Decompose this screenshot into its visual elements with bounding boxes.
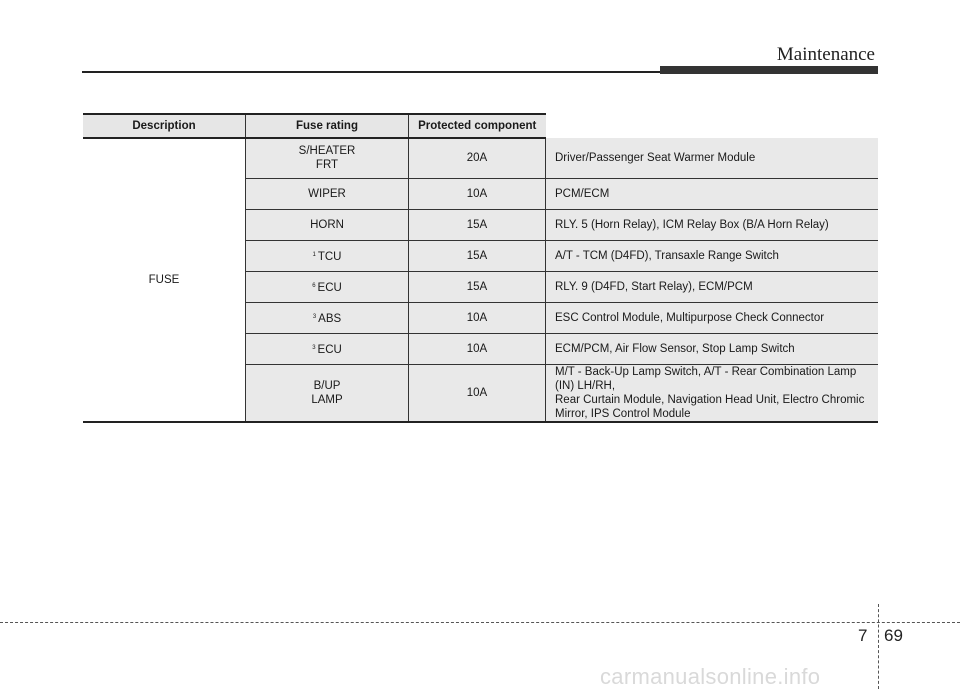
- header-rule-thick: [660, 66, 878, 74]
- table-row: [83, 138, 878, 178]
- fuse-name-cell: [246, 333, 409, 364]
- protected-component-cell: ESC Control Module, Multipurpose Check Connector: [546, 302, 879, 333]
- fuse-name-line1: S/HEATER: [298, 145, 356, 158]
- fuse-name-text: ECU: [317, 343, 342, 356]
- fuse-rating-cell: 10A: [409, 333, 546, 364]
- fuse-name-line1: B/UP: [313, 379, 341, 392]
- footer-dashed-rule: [0, 622, 960, 623]
- fuse-name-text: TCU: [317, 250, 342, 263]
- fuse-name-cell: [246, 271, 409, 302]
- column-header-fuse-rating: Fuse rating: [246, 114, 409, 138]
- fuse-table: [83, 113, 878, 423]
- component-line2: Rear Curtain Module, Navigation Head Unit, Electro Chromic Mirror, IPS Control Module: [555, 393, 865, 420]
- protected-component-cell: RLY. 9 (D4FD, Start Relay), ECM/PCM: [546, 271, 879, 302]
- protected-component-cell: A/T - TCM (D4FD), Transaxle Range Switch: [546, 240, 879, 271]
- column-header-description: Description: [83, 114, 246, 138]
- protected-component-cell: PCM/ECM: [546, 178, 879, 209]
- header-rule-thin: [82, 71, 662, 73]
- component-line1: M/T - Back-Up Lamp Switch, A/T - Rear Combination Lamp (IN) LH/RH,: [555, 365, 857, 392]
- fuse-name-text: ABS: [318, 312, 342, 325]
- fuse-table-container: [83, 113, 878, 423]
- fuse-name-text: ECU: [317, 281, 342, 294]
- fuse-rating-cell: 15A: [409, 240, 546, 271]
- fuse-rating-cell: 10A: [409, 302, 546, 333]
- fuse-group-label: FUSE: [83, 138, 246, 422]
- footnote-mark: 3: [312, 313, 317, 320]
- protected-component-cell: [546, 364, 879, 422]
- fuse-name-line2: FRT: [315, 159, 339, 172]
- footnote-mark: 3: [312, 344, 316, 351]
- protected-component-cell: ECM/PCM, Air Flow Sensor, Stop Lamp Switch: [546, 333, 879, 364]
- fuse-name-cell: [246, 302, 409, 333]
- fuse-rating-cell: 15A: [409, 271, 546, 302]
- fuse-rating-cell: 15A: [409, 209, 546, 240]
- fuse-name-cell: [246, 240, 409, 271]
- fuse-name-line2: LAMP: [311, 393, 343, 406]
- protected-component-cell: Driver/Passenger Seat Warmer Module: [546, 138, 879, 178]
- watermark-text: carmanualsonline.info: [600, 664, 821, 689]
- column-header-protected-component: Protected component: [409, 114, 546, 138]
- fuse-name-cell: WIPER: [246, 178, 409, 209]
- chapter-number: 7: [858, 626, 868, 645]
- fuse-rating-cell: 20A: [409, 138, 546, 178]
- footer-dashed-divider: [878, 604, 879, 689]
- fuse-name-cell: HORN: [246, 209, 409, 240]
- fuse-rating-cell: 10A: [409, 364, 546, 422]
- fuse-rating-cell: 10A: [409, 178, 546, 209]
- protected-component-cell: RLY. 5 (Horn Relay), ICM Relay Box (B/A Horn Relay): [546, 209, 879, 240]
- page-header-title: Maintenance: [776, 44, 875, 65]
- footnote-mark: 6: [312, 282, 316, 289]
- fuse-name-cell: [246, 364, 409, 422]
- table-header-row: [83, 114, 878, 138]
- fuse-name-cell: [246, 138, 409, 178]
- footnote-mark: 1: [312, 251, 316, 258]
- page-number: 69: [884, 626, 903, 645]
